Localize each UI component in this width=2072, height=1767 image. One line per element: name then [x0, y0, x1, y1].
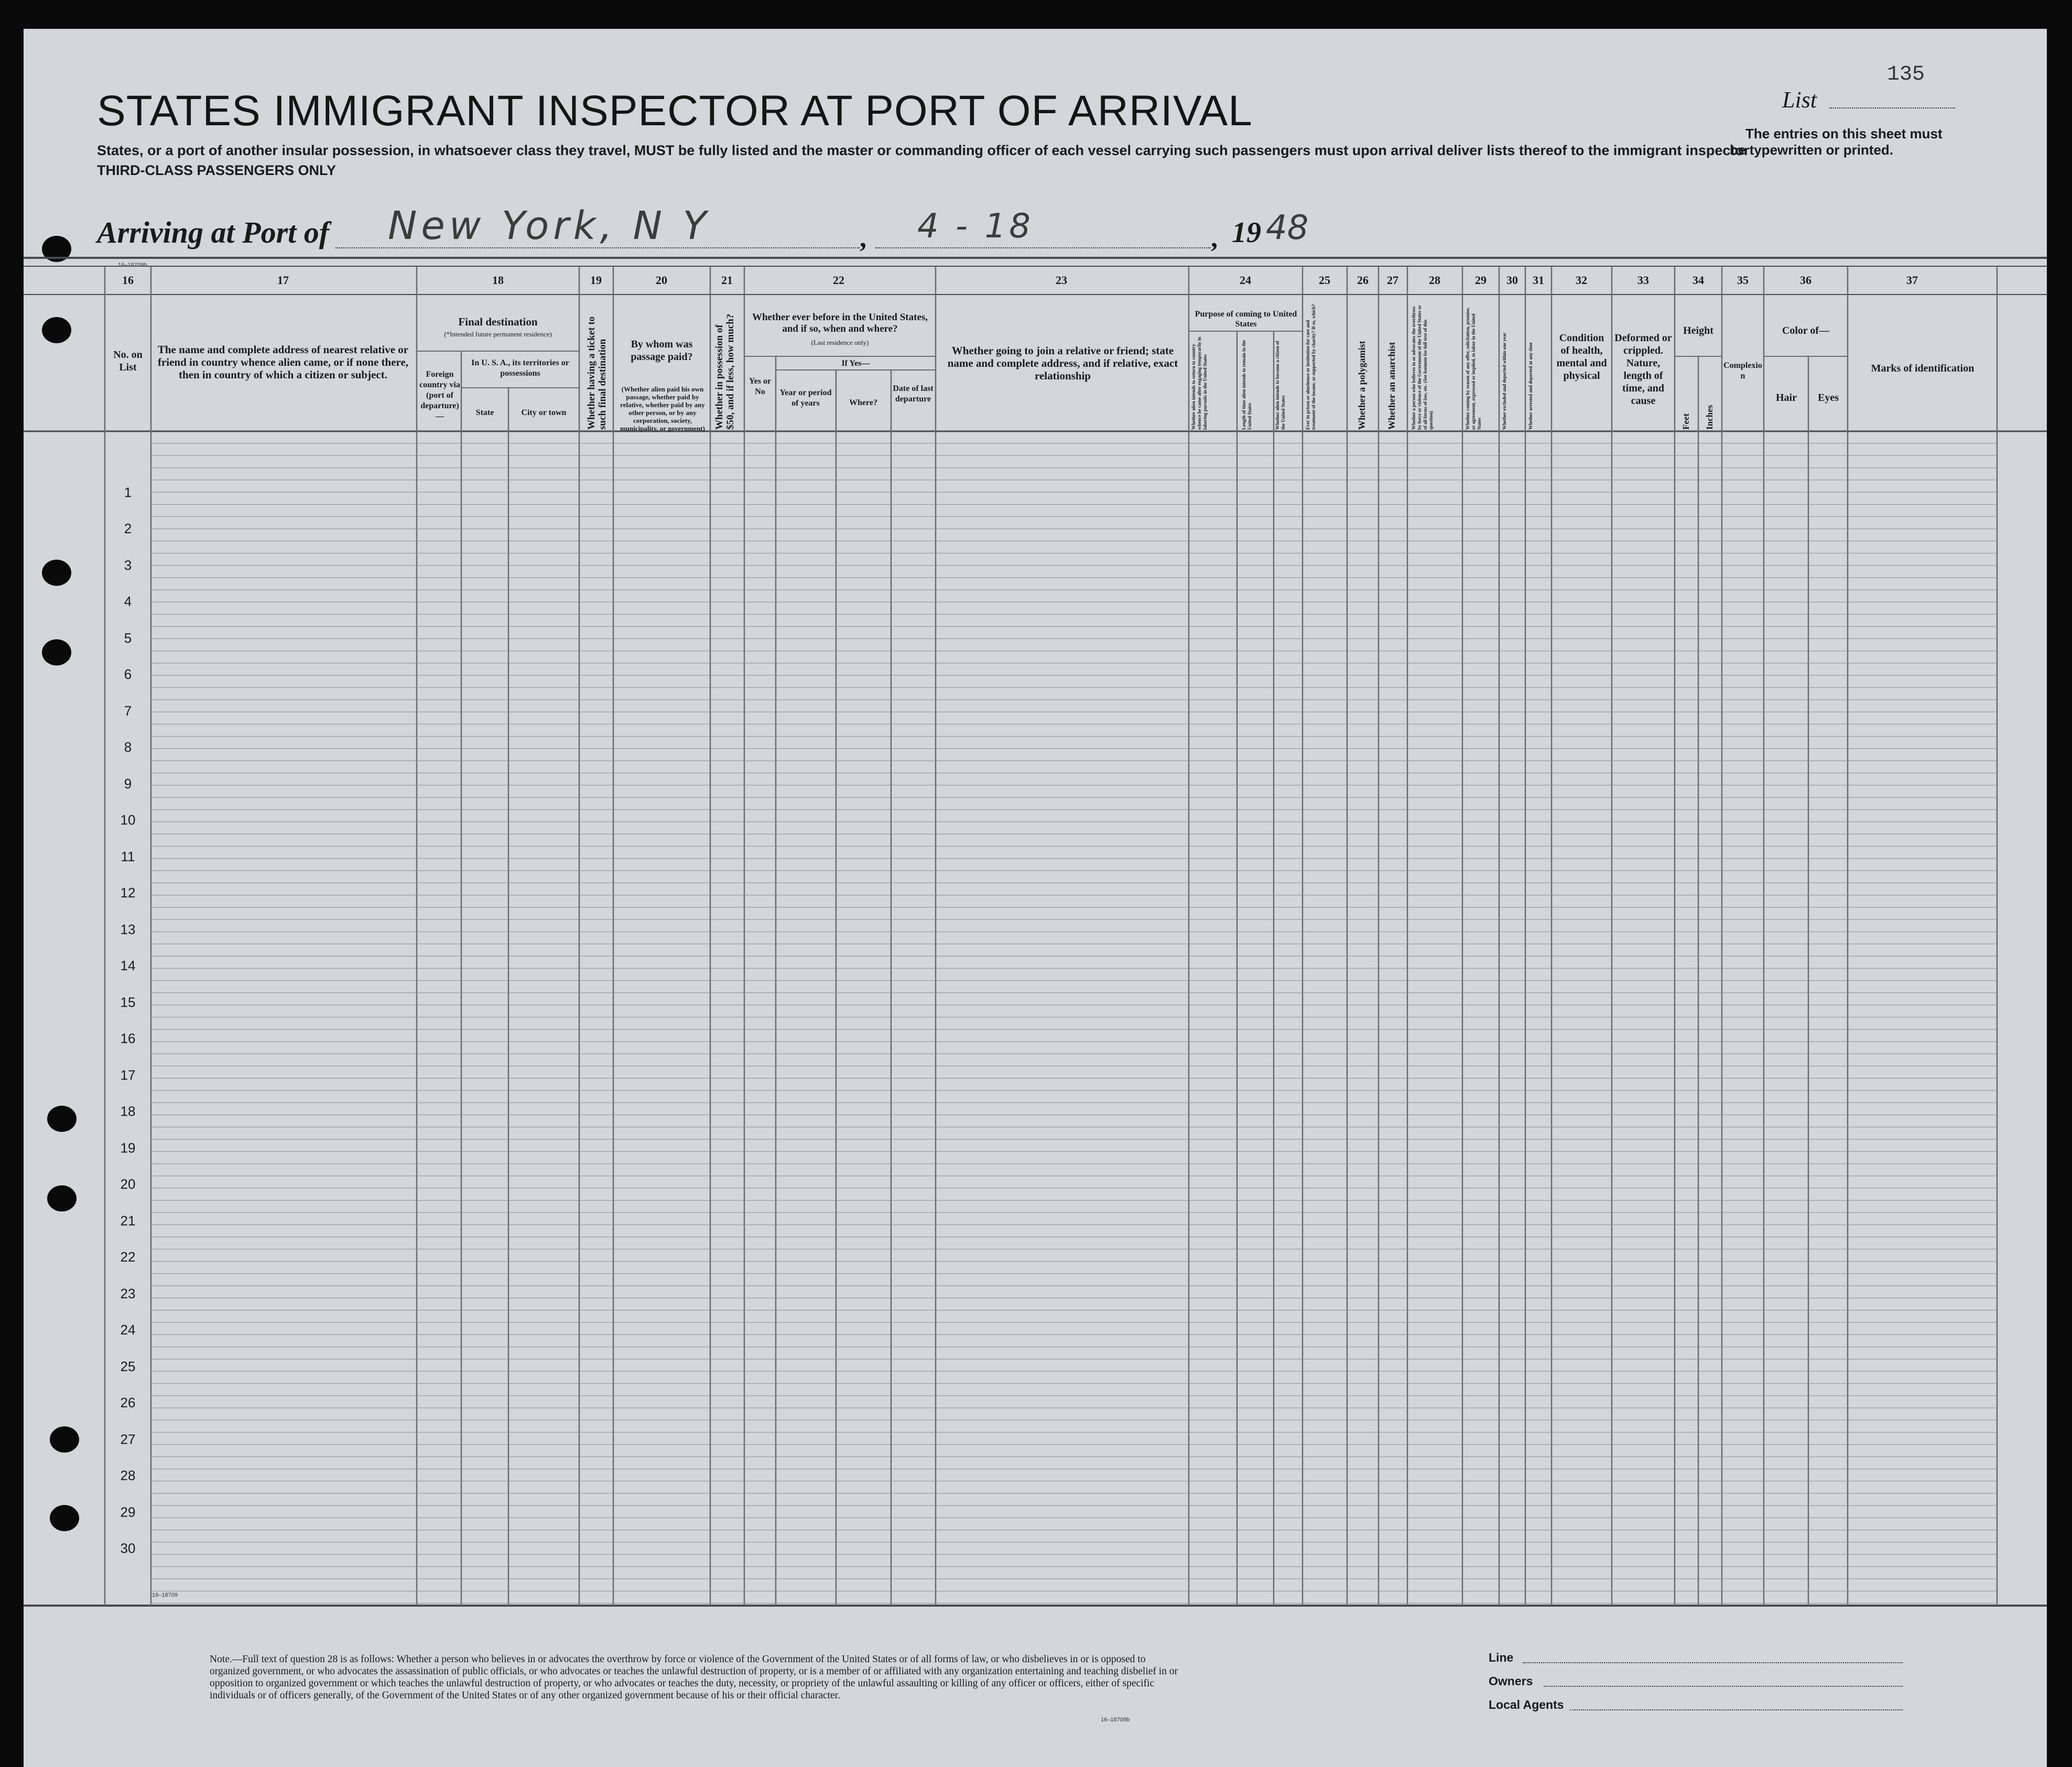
line-field[interactable] — [1523, 1662, 1903, 1663]
column-number: 35 — [1737, 274, 1749, 287]
header-purpose-b: Length of time alien intends to remain in the United States — [1241, 340, 1252, 430]
row-number: 18 — [120, 1103, 136, 1119]
column-number: 16 — [122, 274, 134, 287]
header-purpose-c: Whether alien intends to become a citizen of the United States — [1275, 341, 1286, 430]
header-hair: Hair — [1776, 392, 1797, 403]
row-number: 12 — [120, 885, 136, 901]
header-ticket: Whether having a ticket to such final destination — [586, 316, 608, 430]
column-number: 31 — [1533, 274, 1544, 287]
column-number: 29 — [1475, 274, 1487, 287]
port-handwritten: New York, N Y — [388, 203, 711, 248]
header-feet: Feet — [1681, 413, 1691, 430]
header-eyes: Eyes — [1818, 392, 1839, 403]
local-agents-field[interactable] — [1570, 1709, 1903, 1710]
form-code: 16–18709 — [152, 1592, 178, 1598]
row-number: 23 — [120, 1285, 136, 1302]
header-joining-relative: Whether going to join a relative or friend; state name and complete address, and if relative, exact relationship — [947, 344, 1178, 382]
header-height: Height — [1683, 325, 1713, 336]
row-number: 17 — [120, 1067, 136, 1083]
column-number: 20 — [656, 274, 667, 287]
row-number: 2 — [124, 520, 132, 537]
header-anarchist: Whether an anarchist — [1386, 342, 1397, 430]
header-yes-or-no: Yes or No — [748, 377, 772, 396]
row-number: 27 — [120, 1431, 136, 1447]
row-number: 6 — [124, 666, 132, 682]
header-final-destination: Final destination — [458, 315, 538, 328]
column-number: 22 — [833, 274, 844, 287]
comma: , — [1211, 223, 1218, 253]
row-number: 24 — [120, 1322, 136, 1338]
header-ever-before: Whether ever before in the United States, and if so, when and where? — [752, 312, 928, 334]
comma: , — [860, 223, 866, 253]
row-number: 4 — [124, 593, 132, 609]
row-number: 14 — [120, 957, 136, 974]
row-number: 26 — [120, 1394, 136, 1411]
header-by-whom-note: (Whether alien paid his own passage, whether paid by relative, whether paid by any other person, or by any corporation, society, municipality, or government) — [620, 385, 705, 432]
column-number: 19 — [590, 274, 602, 287]
row-number: 15 — [120, 994, 136, 1010]
column-number: 32 — [1576, 274, 1587, 287]
header-year-or-period: Year or period of years — [779, 388, 832, 408]
header-city-or-town: City or town — [521, 408, 567, 417]
page-title: STATES IMMIGRANT INSPECTOR AT PORT OF ARRIVAL — [97, 87, 1253, 135]
row-number: 22 — [120, 1249, 136, 1265]
owners-label: Owners — [1489, 1674, 1533, 1688]
header-relative-address: The name and complete address of nearest relative or friend in country whence alien came, or if none there, then in country of which a citizen or subject. — [157, 343, 409, 381]
row-number: 13 — [120, 921, 136, 937]
column-number: 24 — [1240, 274, 1251, 287]
row-number: 5 — [124, 630, 132, 646]
column-number: 37 — [1906, 274, 1918, 287]
header-health: Condition of health, mental and physical — [1556, 332, 1607, 381]
row-number: 3 — [124, 557, 132, 573]
row-number: 10 — [120, 812, 136, 828]
year-prefix: 19 — [1232, 216, 1261, 249]
header-q30: Whether excluded and deported within one year — [1502, 332, 1507, 430]
header-state: State — [475, 408, 494, 417]
owners-field[interactable] — [1544, 1686, 1903, 1687]
column-number: 26 — [1357, 274, 1369, 287]
form-code: 16–18709b — [118, 262, 147, 268]
row-number: 19 — [120, 1140, 136, 1156]
header-polygamist: Whether a polygamist — [1357, 341, 1367, 430]
header-complexion: Complexion — [1723, 361, 1762, 380]
header-by-whom: By whom was passage paid? — [631, 339, 693, 363]
header-deformed: Deformed or crippled. Nature, length of time, and cause — [1614, 332, 1672, 407]
header-color-of: Color of— — [1782, 325, 1830, 336]
footnote: Note.—Full text of question 28 is as follows: Whether a person who believes in or advocates the overthrow by force or violence of the Government of the United States or of all forms of law, or who disbelieves in or is opposed to organized government, or who advocates the assassination of public officials, or who advocates or teaches the unlawful destruction of property, or is a member of or affiliated with any organization entertaining and teaching disbelief in or opposition to organized government or which teaches the unlawful destruction of property, or who advocates or teaches the duty, necessity, or propriety of the unlawful assaulting or killing of any officer or officers, either of specific individuals or of officers generally, of the Government of the United States or of any other organized government because of his or their official character. — [210, 1654, 1178, 1701]
row-number: 11 — [121, 848, 135, 865]
date-handwritten: 4 - 18 — [917, 207, 1034, 246]
row-number: 29 — [120, 1504, 136, 1520]
typewritten-note-line: be typewritten or printed. — [1730, 142, 1894, 158]
list-number: 135 — [1887, 63, 1925, 86]
arriving-label: Arriving at Port of — [97, 215, 330, 249]
header-in-usa: In U. S. A., its territories or possessions — [471, 358, 569, 378]
header-q28: Whether a person who believes in or advocates the overthrow by force or violence of the Government of the United States or of all forms of law, etc. (See footnote for full text of this question) — [1411, 305, 1434, 430]
header-marks: Marks of identification — [1871, 363, 1975, 374]
column-number: 28 — [1429, 274, 1440, 287]
list-label: List — [1782, 87, 1817, 113]
row-number: 9 — [124, 776, 132, 792]
third-class-label: THIRD-CLASS PASSENGERS ONLY — [97, 162, 337, 178]
row-number: 7 — [124, 703, 132, 719]
local-agents-label: Local Agents — [1489, 1698, 1564, 1711]
row-number: 8 — [124, 739, 132, 755]
header-inches: Inches — [1705, 405, 1715, 430]
row-number: 28 — [120, 1467, 136, 1484]
row-number: 30 — [120, 1540, 136, 1556]
header-final-destination-note: (*Intended future permanent residence) — [444, 330, 552, 338]
column-number: 23 — [1056, 274, 1067, 287]
header-if-yes: If Yes— — [841, 359, 870, 368]
header-where: Where? — [849, 398, 877, 407]
column-number: 18 — [492, 274, 504, 287]
header-date-of-last-departure: Date of last departure — [893, 384, 934, 403]
column-number: 17 — [277, 274, 289, 287]
column-number: 34 — [1693, 274, 1704, 287]
column-number: 27 — [1387, 274, 1398, 287]
header-ever-in-prison: Ever in prison or almshouse or institution for care and treatment of the insane, or supported by charity? If so, which? — [1305, 304, 1316, 430]
row-number: 1 — [124, 484, 132, 500]
header-possession-50: Whether in possession of $50, and if less, how much? — [714, 313, 736, 430]
header-q29: Whether coming by reason of any offer, solicitation, promise, or agreement, expressed or implied, to labor in the United States — [1465, 307, 1482, 430]
column-number: 25 — [1319, 274, 1330, 287]
row-number: 16 — [120, 1030, 136, 1046]
row-number: 25 — [120, 1358, 136, 1375]
form-code: 16–18709b — [1101, 1717, 1130, 1723]
column-number: 36 — [1800, 274, 1811, 287]
column-number: 30 — [1506, 274, 1518, 287]
column-number: 33 — [1637, 274, 1649, 287]
typewritten-note-line: The entries on this sheet must — [1745, 126, 1943, 141]
column-number: 21 — [721, 274, 733, 287]
row-number: 20 — [120, 1176, 136, 1192]
header-no-on-list: No. on List — [113, 349, 143, 373]
header-q31: Whether arrested and deported at any time — [1528, 342, 1533, 430]
line-label: Line — [1489, 1651, 1514, 1664]
header-purpose: Purpose of coming to United States — [1195, 310, 1297, 329]
year-handwritten: 48 — [1266, 209, 1309, 247]
header-ever-before-note: (Last residence only) — [811, 339, 869, 346]
header-purpose-a: Whether alien intends to return to country whence he came after engaging temporarily in laboring pursuits in the United States — [1191, 336, 1208, 430]
header-foreign-country: Foreign country via (port of departure)— — [419, 370, 460, 421]
subtitle: States, or a port of another insular possession, in whatsoever class they travel, MUST be fully listed and the master or commanding officer of each vessel carrying such passengers must upon arrival deliver lists thereof to the immigrant inspector — [97, 143, 1750, 158]
row-number: 21 — [120, 1213, 136, 1229]
